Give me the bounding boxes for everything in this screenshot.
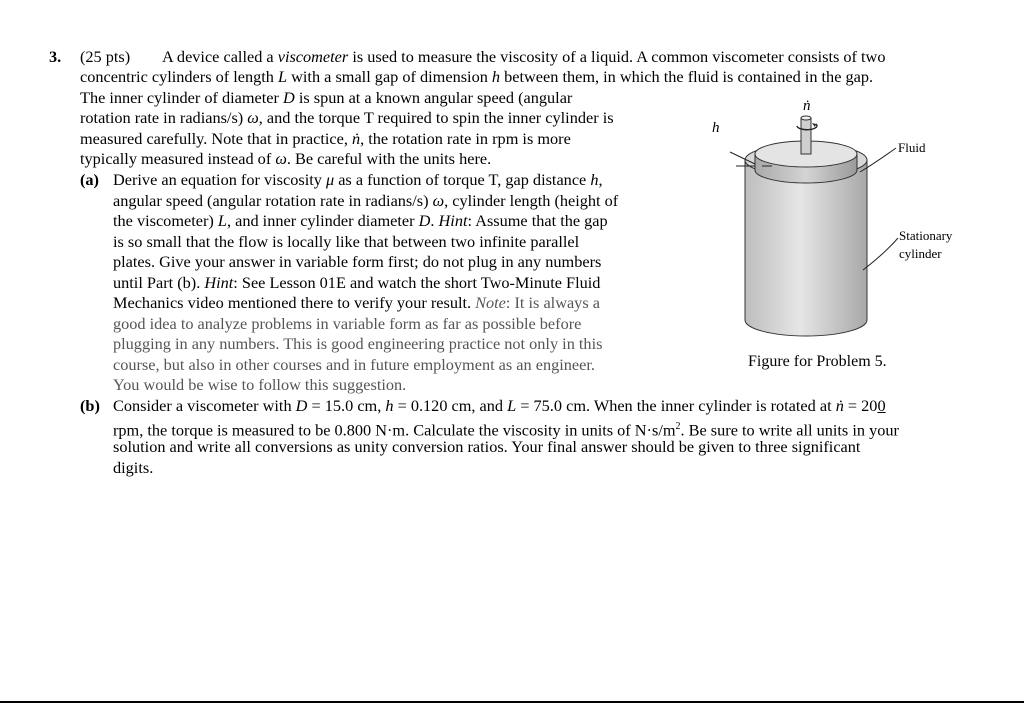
italic-run: L: [278, 67, 288, 86]
text-run: = 15.0 cm,: [307, 396, 386, 415]
italic-run: ω: [432, 190, 445, 210]
fluid-label: Fluid: [898, 140, 926, 155]
text-run: until Part (b).: [113, 272, 205, 292]
shaft: [801, 118, 811, 154]
text-run: concentric cylinders of length: [80, 67, 279, 86]
text-run: , the rotation rate in rpm is more: [360, 128, 571, 148]
italic-run: ṅ: [351, 128, 361, 148]
text-run: : Assume that the gap: [467, 211, 608, 230]
text-run: Derive an equation for viscosity: [113, 170, 326, 189]
intro-line: [80, 108, 614, 129]
text-run: the viscometer): [113, 211, 218, 230]
ndot-label: ṅ: [803, 98, 811, 114]
part-b-label: (b): [80, 396, 100, 415]
note-run: good idea to analyze problems in variable form as far as possible before: [113, 313, 582, 333]
problem-points: (25 pts): [80, 47, 131, 66]
text-run: , and the torque T required to spin the inner cylinder is: [258, 108, 614, 127]
cylinder-label: cylinder: [899, 246, 942, 261]
italic-run: ω: [247, 108, 259, 127]
italic-run: Hint: [438, 211, 468, 230]
text-run: . Be careful with the units here.: [286, 149, 492, 168]
italic-run: D: [418, 211, 431, 230]
text-run: , and inner cylinder diameter: [226, 211, 419, 230]
italic-run: h: [491, 67, 501, 86]
part-a-line: [113, 232, 579, 253]
intro-line: [162, 47, 885, 68]
text-run: with a small gap of dimension: [287, 67, 492, 86]
text-run: is spun at a known angular speed (angular: [294, 87, 573, 107]
text-run: angular speed (angular rotation rate in radians/s): [113, 190, 433, 210]
part-a-line: [113, 334, 602, 355]
part-a-line: [113, 273, 600, 294]
text-run: = 0.120 cm, and: [393, 396, 508, 415]
text-run: measured carefully. Note that in practice,: [80, 128, 352, 148]
text-run: rotation rate in radians/s): [80, 108, 248, 127]
italic-run: Hint: [204, 272, 234, 292]
italic-run: ω: [275, 149, 287, 168]
text-run: .: [430, 211, 439, 230]
text-run: , cylinder length (height of: [444, 190, 619, 210]
text-run: Consider a viscometer with: [113, 396, 296, 415]
text-run: : See Lesson 01E and watch the short Two-Minute Fluid: [233, 272, 601, 292]
text-run: Mechanics video mentioned there to verify your result.: [113, 293, 476, 312]
text-run: The inner cylinder of diameter: [80, 87, 283, 107]
part-a-line: [113, 293, 600, 314]
part-a-line: [113, 355, 595, 376]
text-run: between them, in which the fluid is contained in the gap.: [500, 67, 874, 86]
figure-caption: Figure for Problem 5.: [748, 353, 887, 370]
part-a-line: [113, 314, 581, 335]
h-label: h: [712, 120, 720, 136]
text-run: as a function of torque T, gap distance: [334, 170, 591, 189]
part-a-line: [113, 170, 603, 191]
superscript: 2: [675, 420, 681, 432]
note-run: course, but also in other courses and in future employment as an engineer.: [113, 354, 595, 374]
text-run: plates. Give your answer in variable form first; do not plug in any numbers: [113, 252, 602, 271]
text-run: digits.: [113, 457, 154, 477]
bottom-rule: [0, 701, 1024, 703]
italic-run: ṅ: [835, 396, 844, 415]
note-run: plugging in any numbers. This is good engineering practice not only in this: [113, 334, 603, 353]
note-label: Note: [475, 293, 506, 312]
text-run: . Be sure to write all units in your: [680, 419, 899, 439]
intro-line: [80, 149, 491, 170]
text-run: is used to measure the viscosity of a liquid. A common viscometer consists of two: [348, 47, 886, 66]
text-run: is so small that the flow is locally like that between two infinite parallel: [113, 231, 580, 251]
intro-line: [80, 129, 571, 150]
part-a-label: (a): [80, 170, 99, 189]
italic-run: viscometer: [277, 47, 349, 66]
italic-run: μ: [325, 170, 335, 189]
text-run: = 20: [843, 396, 878, 415]
part-a-line: [113, 375, 406, 396]
outer-cylinder: [745, 160, 867, 336]
text-run: A device called a: [162, 47, 278, 66]
intro-line: [80, 88, 572, 109]
note-run: : It is always a: [505, 293, 600, 312]
part-b-line: [113, 396, 886, 417]
note-run: You would be wise to follow this suggestion.: [113, 375, 407, 394]
part-b-line: [113, 437, 860, 458]
problem-number: 3.: [49, 47, 62, 66]
text-run: rpm, the torque is measured to be 0.800 N·m. Calculate the viscosity in units of N·s/m: [113, 419, 676, 439]
stationary-leader: [863, 238, 898, 270]
text-run: solution and write all conversions as unity conversion ratios. Your final answer should be given to three significant: [113, 437, 861, 456]
italic-run: D: [295, 396, 308, 415]
part-a-line: [113, 252, 601, 273]
italic-run: L: [217, 211, 227, 230]
part-a-line: [113, 191, 618, 212]
underlined-digit: 0: [877, 396, 886, 415]
italic-run: L: [507, 396, 517, 415]
italic-run: D: [282, 87, 295, 107]
part-a-line: [113, 211, 608, 232]
italic-run: h: [385, 396, 394, 415]
viscometer-figure: [700, 88, 960, 348]
text-run: typically measured instead of: [80, 149, 276, 168]
text-run: ,: [598, 170, 603, 189]
part-b-line: [113, 458, 153, 479]
italic-run: h: [590, 170, 599, 189]
intro-line: [80, 67, 873, 88]
stationary-label: Stationary: [899, 228, 953, 243]
text-run: = 75.0 cm. When the inner cylinder is rotated at: [516, 396, 836, 415]
